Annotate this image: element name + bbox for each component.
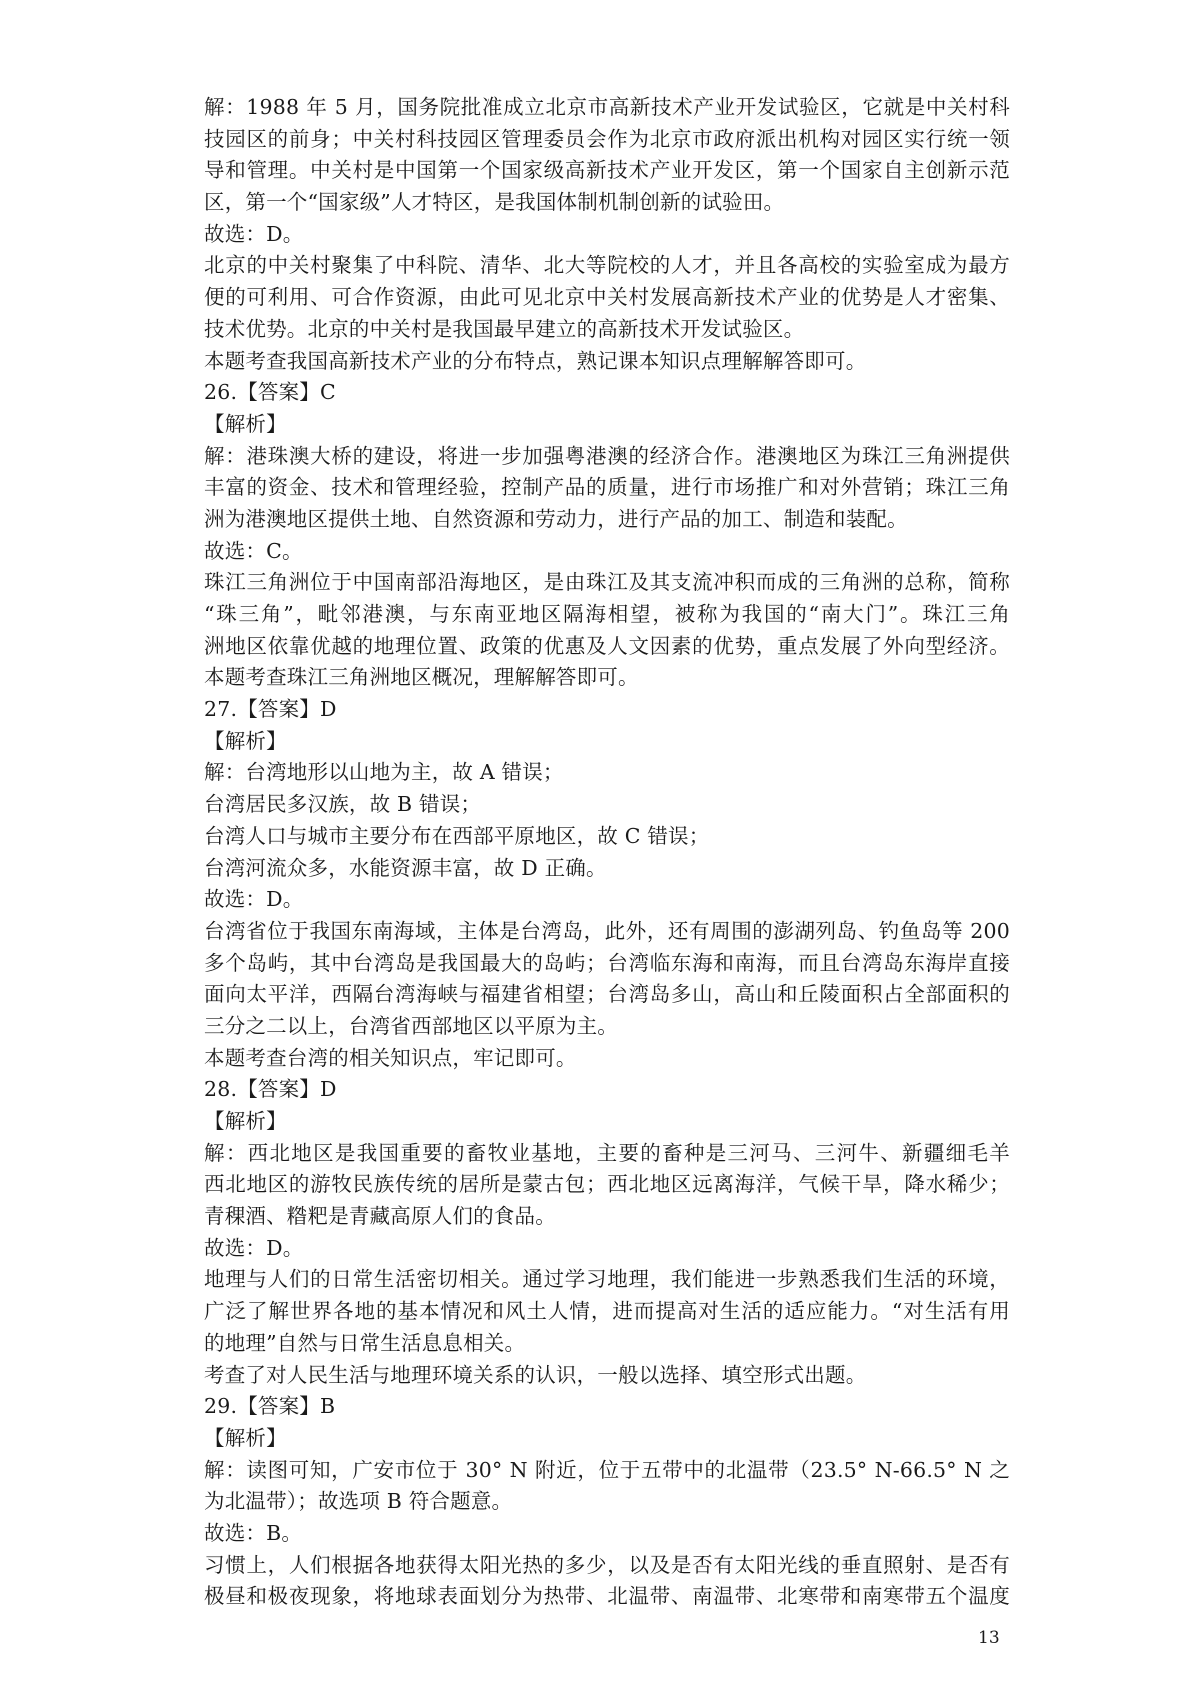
- text-line: 故选：D。: [204, 221, 304, 246]
- text-line: 台湾省位于我国东南海域，主体是台湾岛，此外，还有周围的澎湖列岛、钓鱼岛等 200: [204, 918, 1010, 943]
- text-line: 青稞酒、糌粑是青藏高原人们的食品。: [204, 1204, 556, 1229]
- text-line: 广泛了解世界各地的基本情况和风土人情，进而提高对生活的适应能力。“对生活有用: [204, 1299, 1010, 1324]
- text-line: 【解析】: [204, 1425, 287, 1450]
- text-line: 解：西北地区是我国重要的畜牧业基地，主要的畜种是三河马、三河牛、新疆细毛羊: [204, 1140, 1010, 1165]
- text-line: 为北温带）；故选项 B 符合题意。: [204, 1489, 513, 1514]
- text-line: 解：1988 年 5 月，国务院批准成立北京市高新技术产业开发试验区，它就是中关村科: [204, 95, 1010, 119]
- text-line: “珠三角”，毗邻港澳，与东南亚地区隔海相望，被称为我国的“南大门”。珠江三角: [204, 602, 1010, 626]
- text-line: 【解析】: [204, 411, 287, 436]
- text-line: 故选：C。: [204, 538, 303, 563]
- text-line: 解：读图可知，广安市位于 30° N 附近，位于五带中的北温带（23.5° N-66.5° N 之: [204, 1457, 1010, 1482]
- text-line: 区，第一个“国家级”人才特区，是我国体制机制创新的试验田。: [204, 190, 785, 215]
- text-line: 本题考查珠江三角洲地区概况，理解解答即可。: [204, 665, 639, 690]
- text-line: 的地理”自然与日常生活息息相关。: [204, 1330, 526, 1355]
- text-line: 技园区的前身；中关村科技园区管理委员会作为北京市政府派出机构对园区实行统一领: [204, 126, 1010, 151]
- text-line: 北京的中关村聚集了中科院、清华、北大等院校的人才，并且各高校的实验室成为最方: [204, 253, 1010, 278]
- text-line: 解：港珠澳大桥的建设，将进一步加强粤港澳的经济合作。港澳地区为珠江三角洲提供: [204, 443, 1010, 468]
- text-line: 【解析】: [204, 1109, 287, 1133]
- text-line: 多个岛屿，其中台湾岛是我国最大的岛屿；台湾临东海和南海，而且台湾岛东海岸直接: [204, 950, 1010, 975]
- text-line: 29.【答案】B: [204, 1394, 336, 1419]
- text-line: 本题考查我国高新技术产业的分布特点，熟记课本知识点理解解答即可。: [204, 348, 867, 373]
- text-line: 考查了对人民生活与地理环境关系的认识，一般以选择、填空形式出题。: [204, 1362, 867, 1387]
- text-line: 本题考查台湾的相关知识点，牢记即可。: [204, 1045, 577, 1070]
- text-line: 台湾人口与城市主要分布在西部平原地区，故 C 错误；: [204, 823, 710, 848]
- text-line: 26.【答案】C: [204, 380, 336, 405]
- text-line: 27.【答案】D: [204, 697, 337, 722]
- text-line: 解：台湾地形以山地为主，故 A 错误；: [204, 760, 564, 785]
- text-line: 故选：D。: [204, 887, 304, 912]
- text-line: 洲地区依靠优越的地理位置、政策的优惠及人文因素的优势，重点发展了外向型经济。: [204, 633, 1010, 658]
- text-line: 台湾居民多汉族，故 B 错误；: [204, 792, 482, 817]
- document-body: [204, 92, 1010, 1613]
- text-line: 便的可利用、可合作资源，由此可见北京中关村发展高新技术产业的优势是人才密集、: [204, 285, 1010, 310]
- text-line: 习惯上，人们根据各地获得太阳光热的多少，以及是否有太阳光线的垂直照射、是否有: [204, 1552, 1010, 1577]
- text-line: 极昼和极夜现象，将地球表面划分为热带、北温带、南温带、北寒带和南寒带五个温度: [204, 1584, 1010, 1609]
- text-line: 故选：D。: [204, 1235, 304, 1260]
- text-line: 技术优势。北京的中关村是我国最早建立的高新技术开发试验区。: [204, 316, 805, 341]
- text-line: 洲为港澳地区提供土地、自然资源和劳动力，进行产品的加工、制造和装配。: [204, 506, 908, 531]
- text-line: 三分之二以上，台湾省西部地区以平原为主。: [204, 1013, 618, 1038]
- text-line: 导和管理。中关村是中国第一个国家级高新技术产业开发区，第一个国家自主创新示范: [204, 158, 1010, 183]
- text-line: 西北地区的游牧民族传统的居所是蒙古包；西北地区远离海洋，气候干旱，降水稀少；: [204, 1172, 1010, 1197]
- text-line: 面向太平洋，西隔台湾海峡与福建省相望；台湾岛多山，高山和丘陵面积占全部面积的: [204, 982, 1010, 1007]
- text-line: 故选：B。: [204, 1520, 303, 1545]
- text-line: 丰富的资金、技术和管理经验，控制产品的质量，进行市场推广和对外营销；珠江三角: [204, 475, 1010, 500]
- text-line: 28.【答案】D: [204, 1077, 337, 1102]
- text-line: 【解析】: [204, 728, 287, 753]
- text-line: 珠江三角洲位于中国南部沿海地区，是由珠江及其支流冲积而成的三角洲的总称，简称: [204, 570, 1010, 595]
- text-line: 地理与人们的日常生活密切相关。通过学习地理，我们能进一步熟悉我们生活的环境，: [204, 1267, 1010, 1292]
- page-number: 13: [978, 1628, 1000, 1648]
- text-line: 台湾河流众多，水能资源丰富，故 D 正确。: [204, 855, 607, 880]
